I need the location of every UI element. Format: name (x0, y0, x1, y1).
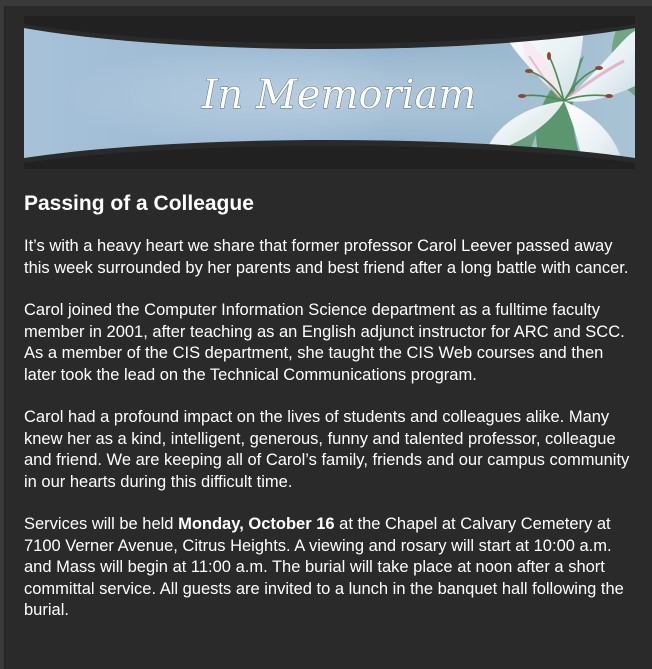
article (24, 190, 636, 643)
banner-title: In Memoriam (201, 72, 477, 118)
paragraph-services (24, 514, 636, 622)
services-details: at the Chapel at Calvary Cemetery at 7100 Verner Avenue, Citrus Heights. A viewing and rosary will start at 10:00 a.m. and Mass will begin at 11:00 a.m. The burial will take place at noon after a short committal service. All guests are invited to a lunch in the banquet hall following the burial. (24, 515, 624, 619)
paragraph-announcement: It’s with a heavy heart we share that former professor Carol Leever passed away this week surrounded by her parents and best friend after a long battle with cancer. (24, 237, 629, 277)
memoriam-banner (24, 16, 635, 169)
services-prefix: Services will be held (24, 515, 179, 533)
services-date: Monday, October 16 (178, 515, 335, 533)
lily-flower-icon (24, 16, 635, 169)
article-title: Passing of a Colleague (24, 192, 254, 215)
paragraph-career: Carol joined the Computer Information Science department as a fulltime faculty member in 2001, after teaching as an English adjunct instructor for ARC and SCC. As a member of the CIS department, she taught the CIS Web courses and then later took the lead on the Technical Communications program. (24, 301, 625, 384)
paragraph-impact: Carol had a profound impact on the lives of students and colleagues alike. Many knew her as a kind, intelligent, generous, funny and talented professor, colleague and friend. We are keeping all of Carol’s family, friends and our campus community in our hearts during this difficult time. (24, 408, 630, 491)
